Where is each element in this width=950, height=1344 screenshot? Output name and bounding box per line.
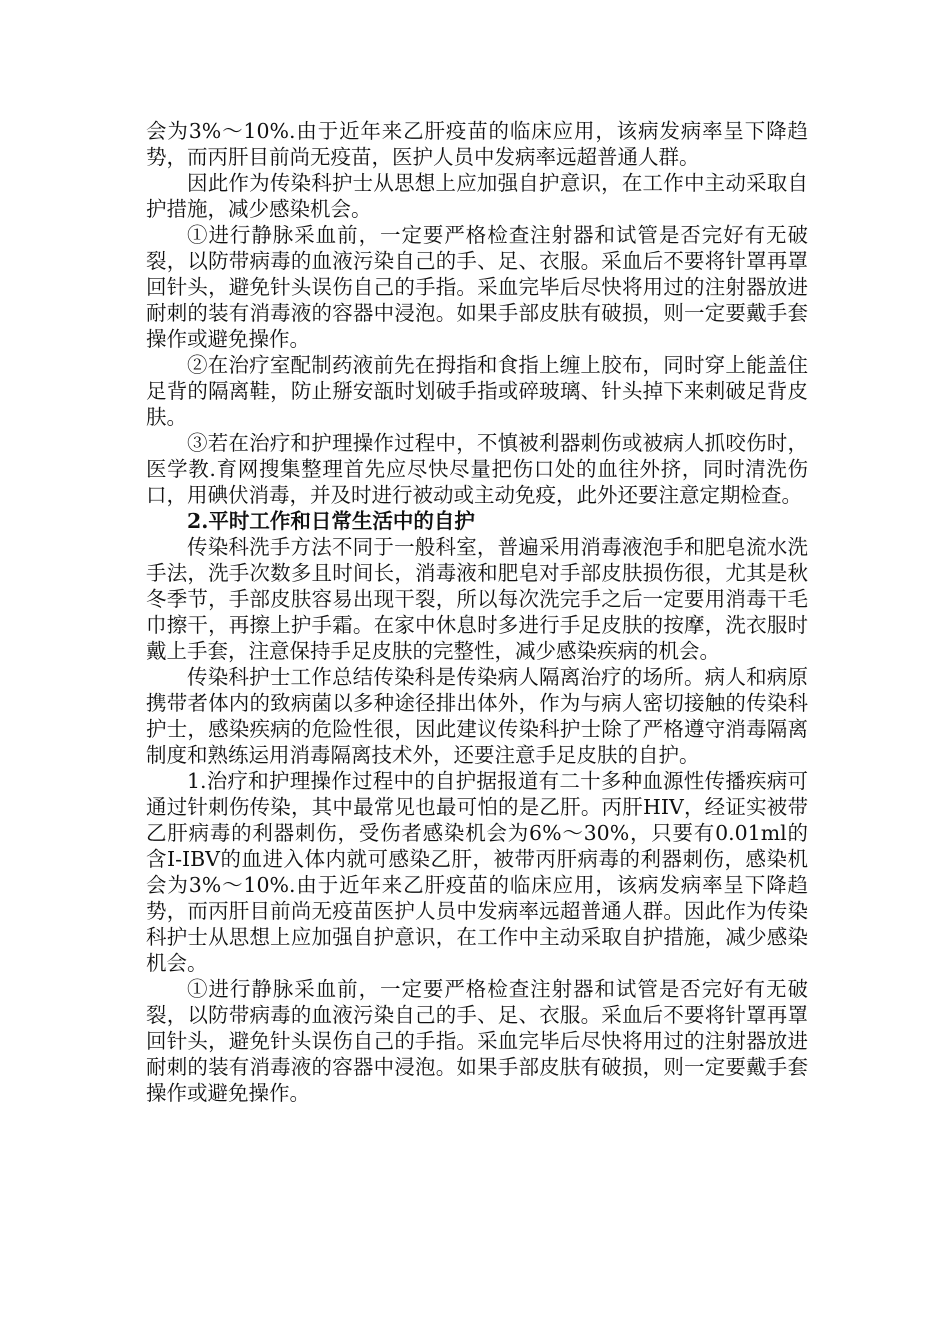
paragraph-blood-draw: ①进行静脉采血前，一定要严格检查注射器和试管是否完好有无破裂，以防带病毒的血液污染自己的手、足、衣服。采血后不要将针罩再罩回针头，避免针头误伤自己的手指。采血完毕后尽快将用过的注射器放进耐刺的装有消毒液的容器中浸泡。如果手部皮肤有破损，则一定要戴手套操作或避免操作。 xyxy=(146,223,808,351)
section-heading: 2.平时工作和日常生活中的自护 xyxy=(187,509,475,533)
paragraph-work-summary: 传染科护士工作总结传染科是传染病人隔离治疗的场所。病人和病原携带者体内的致病菌以多种途径排出体外，作为与病人密切接触的传染科护士，感染疾病的危险性很，因此建议传染科护士除了严格遵守消毒隔离制度和熟练运用消毒隔离技术外，还要注意手足皮肤的自护。 xyxy=(146,665,808,767)
paragraph-medication-prep: ②在治疗室配制药液前先在拇指和食指上缠上胶布，同时穿上能盖住足背的隔离鞋，防止掰安瓿时划破手指或碎玻璃、针头掉下来刺破足背皮肤。 xyxy=(146,353,808,429)
paragraph-treatment-self-protection: 1.治疗和护理操作过程中的自护据报道有二十多种血源性传播疾病可通过针刺伤传染，其中最常见也最可怕的是乙肝。丙肝HIV，经证实被带乙肝病毒的利器刺伤，受伤者感染机会为6%～30%，只要有0.01ml的含I-IBV的血进入体内就可感染乙肝，被带丙肝病毒的利器刺伤，感染机会为3%～10%.由于近年来乙肝疫苗的临床应用，该病发病率呈下降趋势，而丙肝目前尚无疫苗医护人员中发病率远超普通人群。因此作为传染科护士从思想上应加强自护意识，在工作中主动采取自护措施，减少感染机会。 xyxy=(146,769,808,975)
paragraph-awareness: 因此作为传染科护士从思想上应加强自护意识，在工作中主动采取自护措施，减少感染机会。 xyxy=(146,171,808,221)
paragraph-continuation: 会为3%～10%.由于近年来乙肝疫苗的临床应用，该病发病率呈下降趋势，而丙肝目前尚无疫苗，医护人员中发病率远超普通人群。 xyxy=(146,119,808,169)
paragraph-handwashing: 传染科洗手方法不同于一般科室，普遍采用消毒液泡手和肥皂流水洗手法，洗手次数多且时间长，消毒液和肥皂对手部皮肤损伤很，尤其是秋冬季节，手部皮肤容易出现干裂，所以每次洗完手之后一定要用消毒干毛巾擦干，再擦上护手霜。在家中休息时多进行手足皮肤的按摩，洗衣服时戴上手套，注意保持手足皮肤的完整性，减少感染疾病的机会。 xyxy=(146,535,808,663)
paragraph-blood-draw-repeat: ①进行静脉采血前，一定要严格检查注射器和试管是否完好有无破裂，以防带病毒的血液污染自己的手、足、衣服。采血后不要将针罩再罩回针头，避免针头误伤自己的手指。采血完毕后尽快将用过的注射器放进耐刺的装有消毒液的容器中浸泡。如果手部皮肤有破损，则一定要戴手套操作或避免操作。 xyxy=(146,977,808,1105)
paragraph-injury-response: ③若在治疗和护理操作过程中，不慎被利器刺伤或被病人抓咬伤时，医学教.育网搜集整理首先应尽快尽量把伤口处的血往外挤，同时清洗伤口，用碘伏消毒，并及时进行被动或主动免疫，此外还要注意定期检查。 xyxy=(146,431,808,507)
document-page xyxy=(146,118,808,1106)
